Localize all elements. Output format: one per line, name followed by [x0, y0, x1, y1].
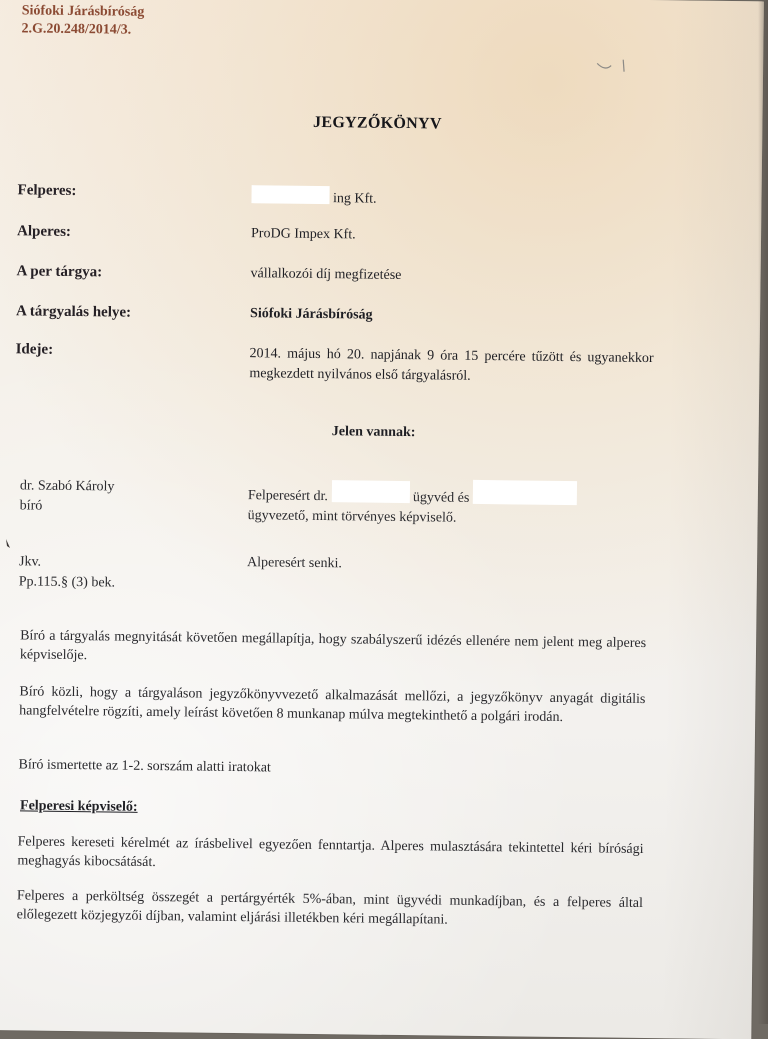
page-shadow — [661, 0, 764, 1039]
paragraph-recording: Bíró közli, hogy a tárgyaláson jegyzőkönyvvezető alkalmazását mellőzi, a jegyzőkönyv anyagát digitális hangfelvételre rögzíti, amely leírást követően 8 munkanap múlva megtekinthető a polgári irodán. — [19, 684, 646, 726]
meta-row-defendant — [0, 223, 761, 254]
subject-value: vállalkozói díj megfizetése — [250, 266, 402, 283]
paragraph-documents: Bíró ismertette az 1-2. sorszám alatti iratokat — [18, 757, 271, 776]
plaintiff-rep-prefix: Felperesért dr. — [247, 488, 329, 505]
present-heading: Jelen vannak: — [331, 424, 416, 441]
plaintiff-rep-line-1 — [248, 477, 577, 510]
paragraph-claim: Felperes kereseti kérelmét az írásbelivel egyezően fenntartja. Alperes mulasztására tekintettel kéri bírósági meghagyás kibocsátását. — [17, 834, 644, 871]
meta-row-time — [0, 341, 760, 384]
plaintiff-rep-suffix: ügyvéd és — [412, 490, 470, 506]
record-reference — [19, 552, 116, 593]
time-value: 2014. május hó 20. napjának 9 óra 15 percére tűzött és ugyanekkor megkezdett nyilvános első tárgyalásról. — [249, 346, 654, 384]
judge-block — [20, 476, 115, 517]
judge-role: bíró — [19, 498, 43, 514]
record-line-2: Pp.115.§ (3) bek. — [18, 574, 116, 591]
defendant-label: Alperes: — [16, 223, 72, 240]
meta-row-venue — [0, 303, 760, 334]
record-line-1: Jkv. — [18, 554, 42, 570]
defendant-value: ProDG Impex Kft. — [250, 226, 356, 243]
meta-row-plaintiff — [0, 182, 762, 213]
page-edge-shadow — [758, 0, 768, 1024]
case-number: 2.G.20.248/2014/3. — [21, 21, 132, 38]
document-title: JEGYZŐKÖNYV — [312, 113, 442, 133]
plaintiff-value-suffix: ing Kft. — [332, 191, 377, 207]
plaintiff-rep-subheading: Felperesi képviselő: — [19, 798, 138, 815]
plaintiff-rep-line-2: ügyvezető, mint törvényes képviselő. — [247, 508, 457, 526]
paragraph-costs: Felperes a perköltség összegét a pertárgyérték 5%-ában, mint ügyvédi munkadíjban, és a felperes által előlegezett közjegyzői díjban, valamint eljárási illetékben kéri megállapítani. — [16, 888, 644, 928]
judge-name: dr. Szabó Károly — [19, 478, 115, 495]
redaction-box — [473, 480, 577, 505]
venue-value: Siófoki Járásbíróság — [249, 306, 373, 323]
time-label: Ideje: — [15, 341, 54, 358]
paragraph-opening: Bíró a tárgyalás megnyitását követően megállapítja, hogy szabályszerű idézés ellenére nem jelent meg alperes képviselője. — [19, 628, 647, 664]
redaction-box — [251, 185, 329, 204]
plaintiff-label: Felperes: — [17, 182, 77, 200]
subject-label: A per tárgya: — [16, 263, 103, 281]
plaintiff-representation — [247, 477, 577, 530]
redaction-box — [331, 480, 409, 503]
defendant-representation: Alperesért senki. — [246, 555, 342, 572]
court-name: Siófoki Járásbíróság — [21, 3, 145, 20]
handwritten-mark-icon — [595, 57, 629, 75]
plaintiff-value — [251, 185, 376, 208]
venue-label: A tárgyalás helye: — [16, 303, 132, 321]
ink-mark-icon — [4, 538, 12, 550]
meta-row-subject — [0, 263, 761, 294]
court-header — [21, 2, 144, 39]
